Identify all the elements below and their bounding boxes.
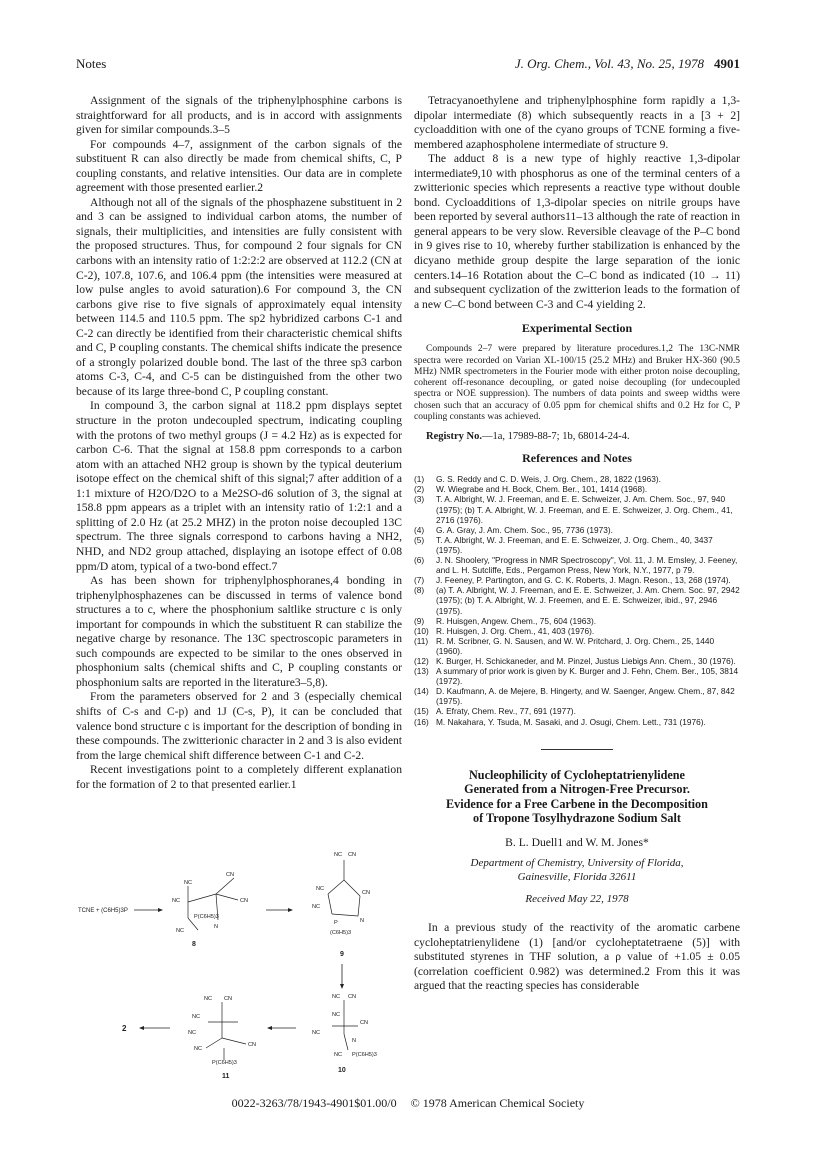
scheme-reactants: TCNE + (C6H5)3P bbox=[78, 908, 128, 914]
title-line: Nucleophilicity of Cycloheptatrienylidene bbox=[469, 767, 685, 782]
label-8: 8 bbox=[192, 941, 196, 948]
s10-pplus: P(C6H5)3 bbox=[352, 1052, 377, 1058]
s8-cn-right: CN bbox=[240, 898, 249, 904]
scheme-arrowhead-4 bbox=[267, 1026, 272, 1030]
structure-8 bbox=[188, 878, 238, 930]
s11-cn-top: CN bbox=[224, 996, 233, 1002]
article-title bbox=[414, 768, 740, 826]
s10-nc: NC bbox=[332, 1012, 341, 1018]
copyright: © 1978 American Chemical Society bbox=[410, 1096, 585, 1110]
article-affiliation bbox=[414, 857, 740, 884]
title-line: Generated from a Nitrogen-Free Precursor. bbox=[464, 782, 690, 797]
reference-item: (16) M. Nakahara, Y. Tsuda, M. Sasaki, and J. Osugi, Chem. Lett., 731 (1976). bbox=[414, 716, 706, 727]
structure-11 bbox=[206, 1002, 246, 1060]
reaction-scheme bbox=[76, 838, 406, 1080]
experimental-heading: Experimental Section bbox=[521, 321, 633, 336]
s9-ph3: (C6H5)3 bbox=[330, 930, 352, 936]
s9-nc-top: NC bbox=[334, 852, 343, 858]
page-number: 4901 bbox=[714, 56, 740, 71]
registry-numbers bbox=[426, 431, 740, 442]
references-list bbox=[414, 474, 740, 726]
article-body: In a previous study of the reactivity of the aromatic carbene cycloheptatrienylidene (1) [and/or cycloheptatetraene (5)] with substituted styrenes in THF solution, a ρ value of +1.05 ± 0.05 (correlation coefficient 0.982) was determined.2 From this it was argued that the reacting species has considerable bbox=[414, 921, 740, 993]
left-paragraph-2: For compounds 4–7, assignment of the carbon signals of the substituent R can also directly be made from chemical shifts, C, P coupling constants, and relative intensities. Our data are in complete agreement with those presented earlier.2 bbox=[76, 137, 402, 195]
label-11: 11 bbox=[222, 1073, 230, 1080]
title-line: of Tropone Tosylhydrazone Sodium Salt bbox=[473, 811, 681, 826]
journal-citation bbox=[515, 56, 740, 72]
left-column bbox=[76, 94, 402, 792]
reference-item: (11) R. M. Scribner, G. N. Sausen, and W. W. Pritchard, J. Org. Chem., 25, 1440 (1960). bbox=[414, 635, 715, 656]
reference-item: (10) R. Huisgen, J. Org. Chem., 41, 403 (1976). bbox=[414, 625, 595, 636]
reference-item: (9) R. Huisgen, Angew. Chem., 75, 604 (1963). bbox=[414, 615, 597, 626]
s9-p: P bbox=[334, 920, 338, 926]
reference-item: (15) A. Efraty, Chem. Rev., 77, 691 (1977). bbox=[414, 706, 576, 717]
scheme-arrowhead-3 bbox=[340, 984, 344, 989]
received-date: Received May 22, 1978 bbox=[525, 893, 629, 905]
journal-title: J. Org. Chem., Vol. 43, No. 25, 1978 bbox=[514, 56, 704, 71]
right-paragraph-1: Tetracyanoethylene and triphenylphosphine form rapidly a 1,3-dipolar intermediate (8) which subsequently reacts in a [3 + 2] cycloaddition with one of the cyano groups of TCNE forming a five-membered azaphospholene intermediate of structure 9. bbox=[414, 94, 740, 151]
reference-item: (5) T. A. Albright, W. J. Freeman, and E. E. Schweizer, J. Org. Chem., 40, 3437 (1975). bbox=[414, 534, 713, 555]
s11-nc-3: NC bbox=[194, 1046, 203, 1052]
reference-item: (7) J. Feeney, P. Partington, and G. C. K. Roberts, J. Magn. Reson., 13, 268 (1974). bbox=[414, 575, 731, 586]
left-paragraph-5: As has been shown for triphenylphosphoranes,4 bonding in triphenylphosphazenes can be discussed in terms of valence bond structures a to c, where the phosphonium saltlike structure c is only important for compounds in which the substituent R can stabilize the negative charge by resonance. The 13C spectroscopic parameters in such compounds are expected to be similar to the ones observed in phosphonium salts (chemical shifts and C, P coupling constants or phosphonium salts are reported in the literature3–5,8). bbox=[76, 574, 402, 689]
s9-n: N bbox=[360, 918, 365, 924]
s11-nc: NC bbox=[192, 1014, 201, 1020]
scheme-arrowhead-1 bbox=[158, 908, 163, 912]
s11-pplus: P(C6H5)3 bbox=[212, 1060, 237, 1066]
article-authors: B. L. Duell1 and W. M. Jones* bbox=[505, 836, 649, 849]
reference-item: (13) A summary of prior work is given by K. Burger and J. Fehn, Chem. Ber., 105, 3814 (1972). bbox=[414, 666, 739, 687]
s8-nc-left: NC bbox=[172, 898, 181, 904]
reference-item: (3) T. A. Albright, W. J. Freeman, and E. E. Schweizer, J. Am. Chem. Soc., 97, 940 (1975); (b) T. A. Albright, W. J. Freeman, and E. E. Schweizer, J. Org. Chem., 41, 2716 (1976). bbox=[414, 494, 733, 525]
left-paragraph-1: Assignment of the signals of the triphenylphosphine carbons is straightforward for all products, and is in accord with assignments given for similar compounds.3–5 bbox=[76, 94, 402, 137]
article-divider bbox=[541, 749, 613, 750]
title-line: Evidence for a Free Carbene in the Decomposition bbox=[446, 796, 708, 811]
s9-nc: NC bbox=[316, 886, 325, 892]
label-9: 9 bbox=[340, 951, 344, 958]
section-name: Notes bbox=[76, 56, 107, 71]
affiliation-line: Department of Chemistry, University of Florida, bbox=[470, 857, 684, 869]
label-10: 10 bbox=[338, 1067, 346, 1074]
s10-nc-top: NC bbox=[332, 994, 341, 1000]
article-code: 0022-3263/78/1943-4901$01.00/0 bbox=[231, 1096, 397, 1110]
registry-text: —1a, 17989-88-7; 1b, 68014-24-4. bbox=[482, 431, 630, 443]
reference-item: (2) W. Wiegrabe and H. Bock, Chem. Ber., 101, 1414 (1968). bbox=[414, 484, 648, 495]
left-paragraph-3: Although not all of the signals of the phosphazene substituent in 2 and 3 can be assigned to individual carbon atoms, the number of signals, their multiplicities, and intensities are fully consistent with the proposed structures. Thus, for compound 2 four signals for CN carbons with an intensity ratio of 1:2:2:2 are observed at 112.2 (CN at C-2), 107.8, 107.6, and 106.4 ppm (the intensities were measured at low pulse angles to avoid saturation).6 For compound 3, the CN carbons give rise to five signals of approximately equal intensity between 114.5 and 110.5 ppm. The sp2 hybridized carbons C-1 and C-2 can directly be identified from their characteristic chemical shifts and C, P coupling constants. The chemical shifts indicate the presence of a strongly polarized double bond. The last of the three sp3 carbon atoms C-3, C-4, and C-5 can be distinguished from the other two because of its large three-bond C, P coupling constant. bbox=[76, 195, 402, 398]
affiliation-line: Gainesville, Florida 32611 bbox=[517, 870, 637, 883]
page-footer bbox=[0, 1096, 816, 1111]
s8-nc-bottom: NC bbox=[176, 928, 185, 934]
reference-item: (1) G. S. Reddy and C. D. Weis, J. Org. Chem., 28, 1822 (1963). bbox=[414, 474, 661, 485]
structure-9 bbox=[328, 860, 360, 916]
left-paragraph-7: Recent investigations point to a completely different explanation for the formation of 2 to that presented earlier.1 bbox=[76, 763, 402, 791]
reference-item: (12) K. Burger, H. Schickaneder, and M. Pinzel, Justus Liebigs Ann. Chem., 30 (1976). bbox=[414, 655, 736, 666]
s9-cn-top: CN bbox=[348, 852, 357, 858]
scheme-product: 2 bbox=[122, 1024, 127, 1033]
s10-cn: CN bbox=[360, 1020, 369, 1026]
references-heading: References and Notes bbox=[522, 451, 632, 466]
s9-nc-2: NC bbox=[312, 904, 321, 910]
s10-n: N bbox=[352, 1038, 357, 1044]
experimental-text: Compounds 2–7 were prepared by literature procedures.1,2 The 13C-NMR spectra were recorded on Varian XL-100/15 (25.2 MHz) and Bruker HX-360 (90.5 MHz) NMR spectrometers in the Fourier mode with either proton noise decoupling, coherent off-resonance decoupling, or gated noise decoupling (for undecoupled spectra or NOE suppression). The numbers of data points and sweep widths were chosen such that an accuracy of 0.05 ppm for chemical shifts and 0.2 Hz for C, P coupling constants was achieved. bbox=[414, 344, 740, 422]
reference-item: (8) (a) T. A. Albright, W. J. Freeman, and E. E. Schweizer, J. Am. Chem. Soc. 97, 2942 (1975); (b) T. A. Albright, W. J. Freemen, and E. E. Schweizer, ibid., 97, 2946 (1975). bbox=[414, 585, 740, 616]
right-paragraph-2: The adduct 8 is a new type of highly reactive 1,3-dipolar intermediate9,10 with phosphorus as one of the terminal centers of a zwitterionic species which represents a reactive type without double bond. Cycloadditions of 1,3-dipolar species on nitrile groups have been reported by several authors11–13 although the rate of reaction in general appears to be very slow. Reversible cleavage of the P–C bond in 9 gives rise to 10, whereby further stabilization is enhanced by the dicyano methide group despite the large separation of the ionic centers.14–16 Rotation about the C–C bond as indicated (10 → 11) and subsequent cyclization of the zwitterion leads to the formation of a new C–C bond between C-3 and C-4 yielding 2. bbox=[414, 152, 740, 311]
left-paragraph-6: From the parameters observed for 2 and 3 (especially chemical shifts of C-s and C-p) and 1J (C-s, P), it can be concluded that valence bond structure c is important for the description of bonding in these compounds. The zwitterionic character in 2 and 3 is also evident from the large chemical shift difference between C-1 and C-2. bbox=[76, 690, 402, 762]
reference-item: (14) D. Kaufmann, A. de Mejere, B. Hingerty, and W. Saenger, Angew. Chem., 87, 842 (1975). bbox=[414, 686, 735, 707]
s9-cn: CN bbox=[362, 890, 371, 896]
s11-nc-2: NC bbox=[188, 1030, 197, 1036]
page-header bbox=[76, 56, 740, 74]
s8-cn-top: CN bbox=[226, 872, 235, 878]
right-column bbox=[414, 94, 740, 994]
scheme-arrowhead-5 bbox=[139, 1026, 144, 1030]
s11-cn: CN bbox=[248, 1042, 257, 1048]
left-paragraph-4: In compound 3, the carbon signal at 118.2 ppm displays septet structure in the proton undecoupled spectrum, indicating coupling with the protons of two methyl groups (J = 4.2 Hz) as is expected for carbon C-6. That the signal at 158.8 ppm corresponds to a carbon atom with an attached NH2 group is shown by the typical deuterium isotope effect on the chemical shift of this signal;7 after addition of a 1:1 mixture of H2O/D2O to a Me2SO-d6 solution of 3, the signal at 158.8 ppm appears as a triplet with an intensity ratio of 1:2:1 and a splitting of 2.0 Hz (at 25.2 MHZ) in the proton noise decoupled 13C spectrum. The three signals correspond to carbons having a NH2, NHD, and ND2 group attached, displaying an isotope effect of 0.08 ppm/D atom, typical of a two-bond effect.7 bbox=[76, 399, 402, 573]
scheme-arrowhead-2 bbox=[288, 908, 293, 912]
s8-pplus: P(C6H5)3 bbox=[194, 914, 219, 920]
reference-item: (6) J. N. Shoolery, "Progress in NMR Spectroscopy", Vol. 11, J. M. Emsley, J. Feeney, and L. H. Sutcliffe, Eds., Pergamon Press, New York, N.Y., 1977, p 79. bbox=[414, 555, 738, 576]
reference-item: (4) G. A. Gray, J. Am. Chem. Soc., 95, 7736 (1973). bbox=[414, 524, 613, 535]
s8-n: N bbox=[214, 924, 219, 930]
s8-nc-top: NC bbox=[184, 880, 193, 886]
s10-cn-top: CN bbox=[348, 994, 357, 1000]
s10-nc-3: NC bbox=[334, 1052, 343, 1058]
s11-nc-top: NC bbox=[204, 996, 213, 1002]
registry-label: Registry No. bbox=[426, 431, 482, 443]
s10-nc-2: NC bbox=[312, 1030, 321, 1036]
